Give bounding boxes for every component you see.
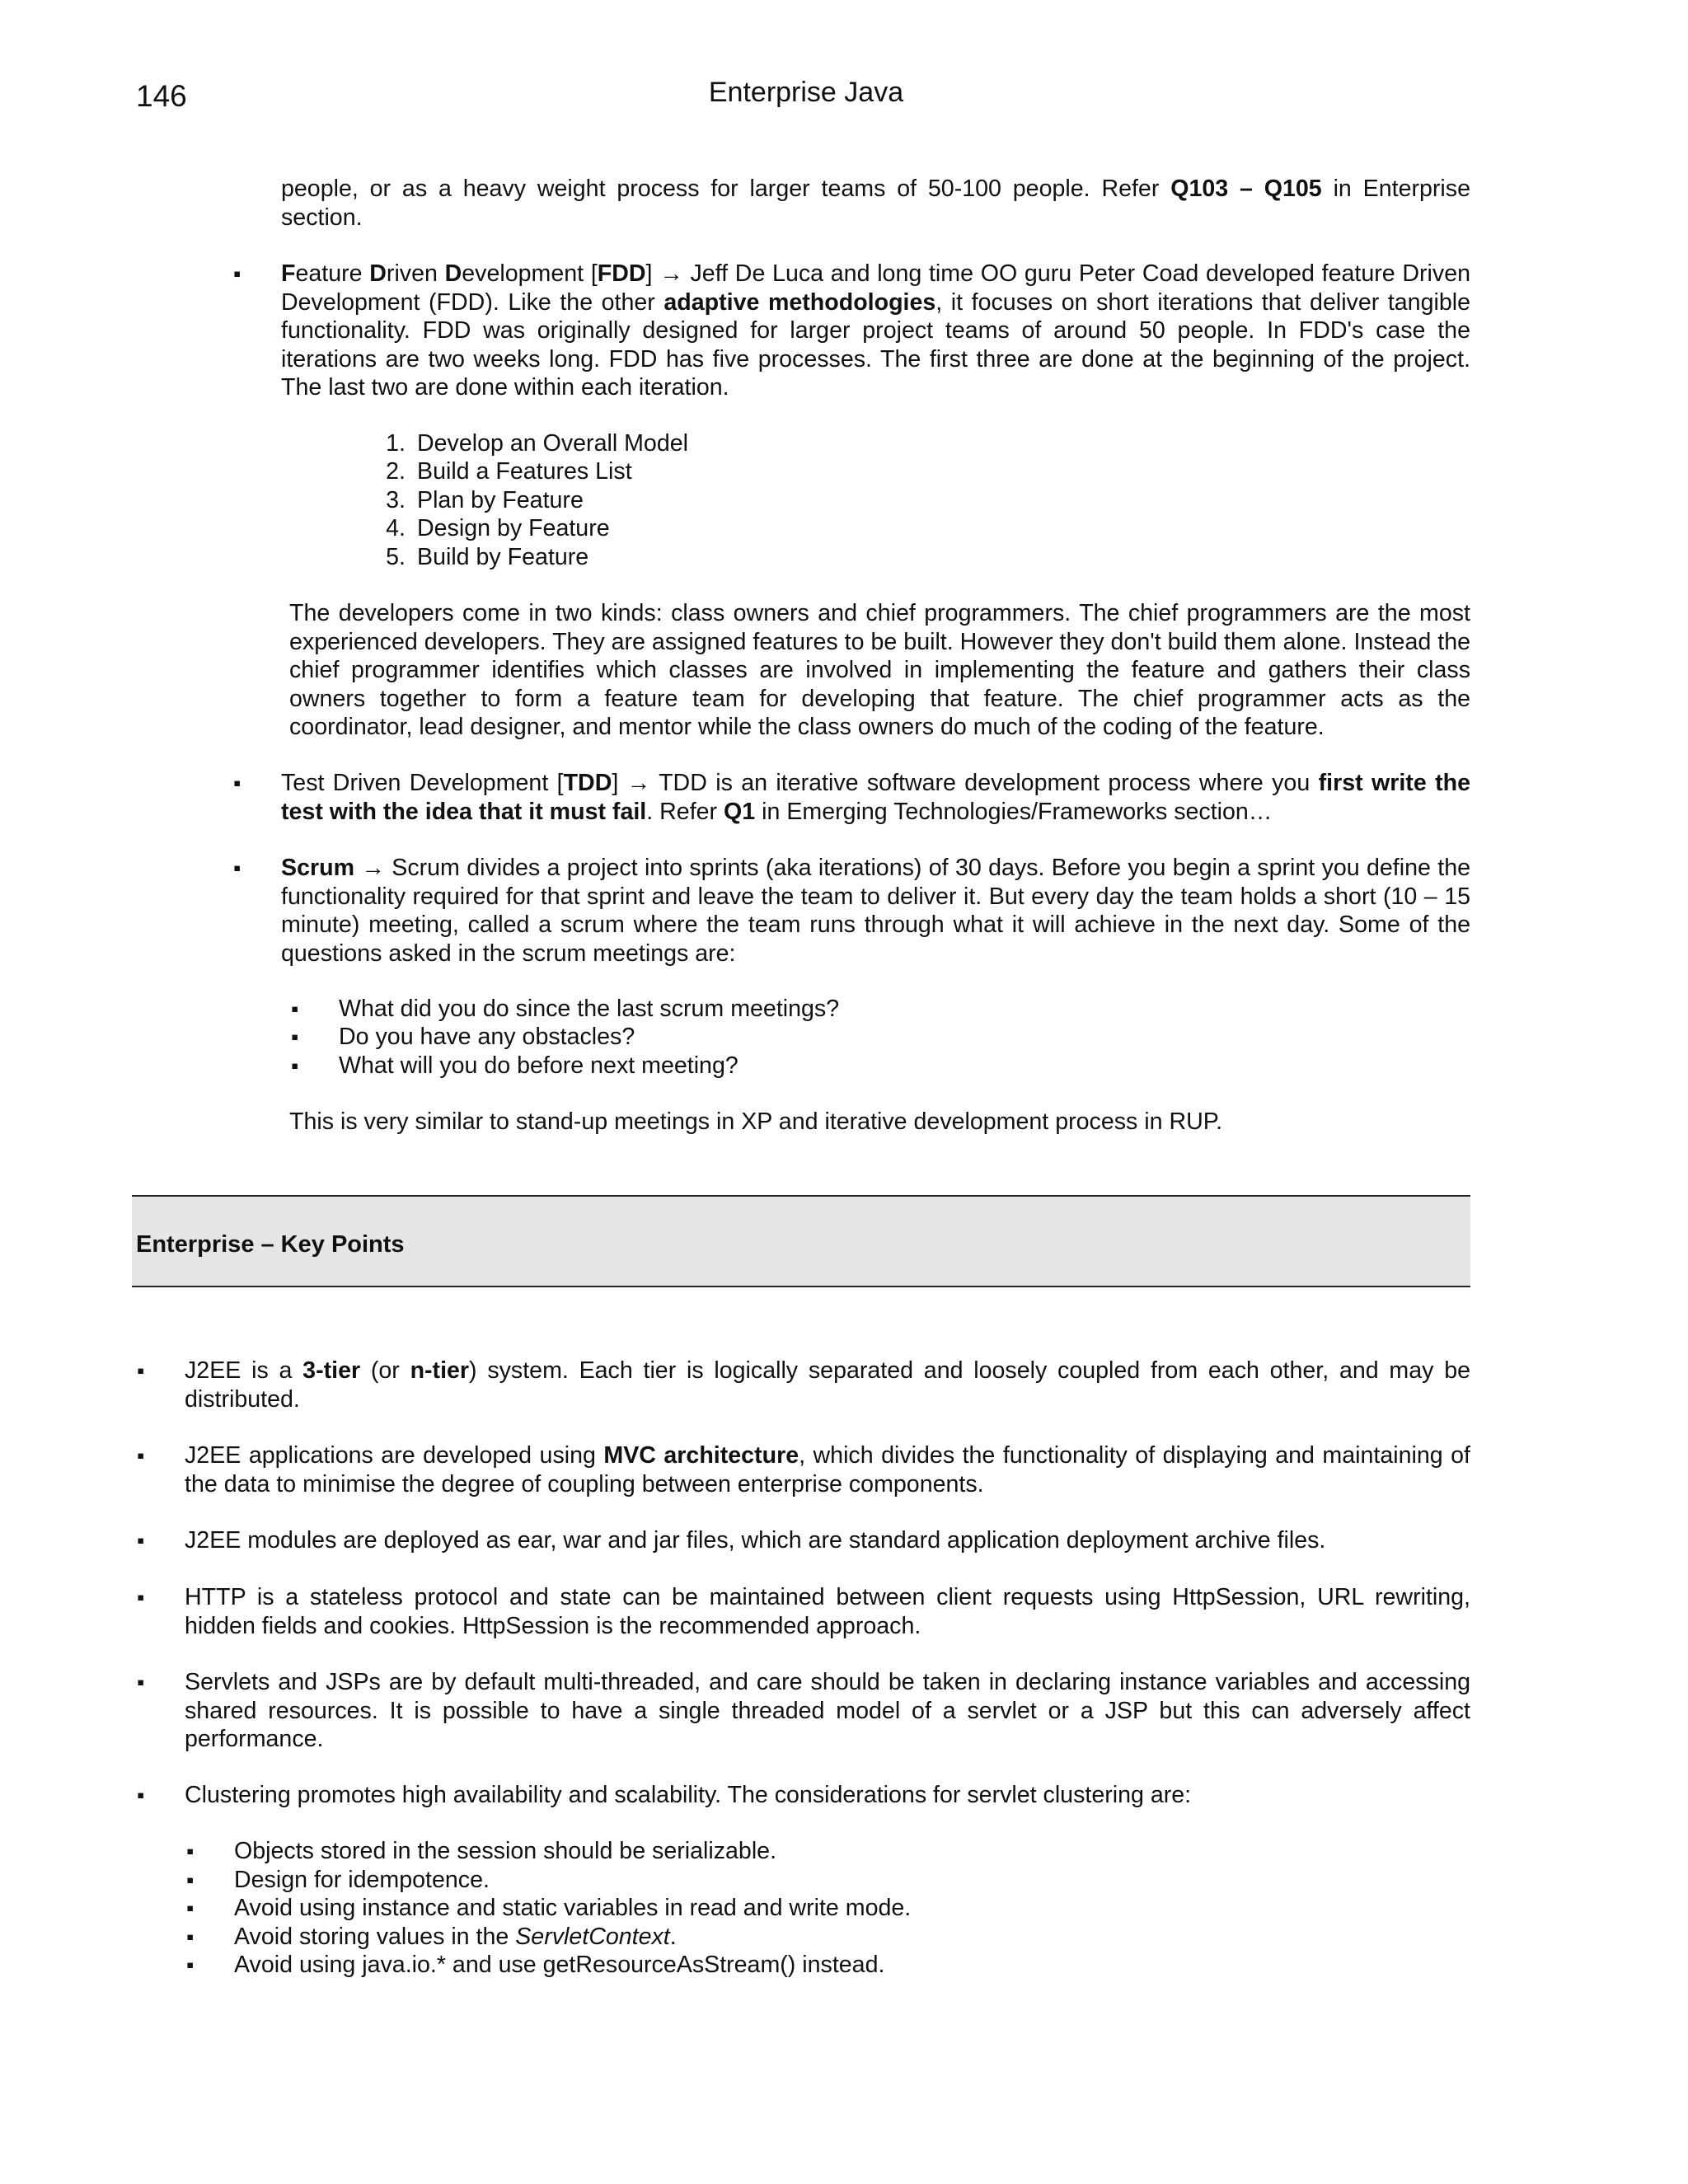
scrum-question: ▪ Do you have any obstacles? [291,1024,635,1050]
bullet-icon: ▪ [186,1868,195,1892]
bullet-icon: ▪ [291,1053,299,1078]
scrum-closing-paragraph: This is very similar to stand-up meetings in XP and iterative development process in RUP. [289,1108,1223,1135]
scrum-description: Scrum → Scrum divides a project into sprints (aka iterations) of 30 days. Before you begin a sprint you define the functionality required for that sprint and leave the team to deliver it. But every day the team holds a short (10 – 15 minute) meeting, called a scrum where the team runs through what it will achieve in the next day. Some of the questions asked in the scrum meetings are: [281,855,1470,967]
clustering-consideration: ▪ Avoid using instance and static variables in read and write mode. [186,1895,912,1921]
scrum-question: ▪ What did you do since the last scrum meetings? [291,996,840,1022]
bullet-icon: ▪ [137,1783,145,1807]
fdd-developers-paragraph: The developers come in two kinds: class owners and chief programmers. The chief programmers are the most experienced developers. They are assigned features to be built. However they don't build them alone. Instead the chief programmer identifies which classes are involved in implementing the feature and gathers their class owners together to form a feature team for developing that feature. The chief programmer acts as the coordinator, lead designer, and mentor while the class owners do much of the coding of the feature. [289,600,1470,741]
section-title: Enterprise – Key Points [136,1231,405,1258]
fdd-step: 4. Design by Feature [386,515,610,541]
fdd-step: 2. Build a Features List [386,458,632,485]
intro-continuation-paragraph: people, or as a heavy weight process for larger teams of 50-100 people. Refer Q103 – Q105 in Enterprise section. [281,176,1470,231]
bullet-icon: ▪ [137,1528,145,1553]
key-point-text: Servlets and JSPs are by default multi-threaded, and care should be taken in declaring instance variables and accessing shared resources. It is possible to have a single threaded model of a servlet or a JSP but this can adversely affect performance. [185,1669,1470,1753]
key-point-text: Clustering promotes high availability and scalability. The considerations for servlet clustering are: [185,1782,1192,1808]
bullet-icon: ▪ [137,1358,145,1383]
bullet-icon: ▪ [137,1443,145,1468]
bullet-icon: ▪ [233,855,241,880]
scrum-question: ▪ What will you do before next meeting? [291,1052,738,1079]
clustering-consideration: ▪ Objects stored in the session should be serializable. [186,1838,777,1864]
fdd-list-item [233,260,1470,402]
key-point-text: J2EE applications are developed using MVC architecture, which divides the functionality of displaying and maintaining of the data to minimise the degree of coupling between enterprise components. [185,1442,1470,1497]
key-points-section-header [132,1195,1470,1287]
key-point-item [137,1668,1470,1754]
clustering-consideration: ▪ Design for idempotence. [186,1867,490,1893]
key-point-item [137,1526,1470,1555]
clustering-consideration: ▪ Avoid storing values in the ServletContext. [186,1924,677,1950]
key-point-item [137,1781,1470,1810]
key-point-text: HTTP is a stateless protocol and state can be maintained between client requests using HttpSession, URL rewriting, hidden fields and cookies. HttpSession is the recommended approach. [185,1584,1470,1639]
key-point-text: J2EE is a 3-tier (or n-tier) system. Each tier is logically separated and loosely coupled from each other, and may be distributed. [185,1357,1470,1413]
key-point-text: J2EE modules are deployed as ear, war and jar files, which are standard application deployment archive files. [185,1527,1326,1554]
tdd-description: Test Driven Development [TDD] → TDD is an iterative software development process where you first write the test with the idea that it must fail. Refer Q1 in Emerging Technologies/Frameworks section… [281,770,1470,825]
bullet-icon: ▪ [137,1670,145,1694]
bullet-icon: ▪ [186,1924,195,1949]
fdd-step: 3. Plan by Feature [386,487,584,513]
bullet-icon: ▪ [186,1896,195,1920]
key-point-item [137,1357,1470,1413]
bullet-icon: ▪ [233,261,241,286]
fdd-step: 1. Develop an Overall Model [386,430,688,457]
bullet-icon: ▪ [291,996,299,1021]
key-point-item [137,1441,1470,1498]
fdd-description: Feature Driven Development [FDD] → Jeff De Luca and long time OO guru Peter Coad developed feature Driven Development (FDD). Like the other adaptive methodologies, it focuses on short iterations that deliver tangible functionality. FDD was originally designed for larger project teams of around 50 people. In FDD's case the iterations are two weeks long. FDD has five processes. The first three are done at the beginning of the project. The last two are done within each iteration. [281,260,1471,401]
fdd-step: 5. Build by Feature [386,544,589,570]
bullet-icon: ▪ [137,1585,145,1610]
page-number: 146 [136,79,187,113]
bullet-icon: ▪ [233,771,241,795]
bullet-icon: ▪ [186,1839,195,1863]
clustering-consideration: ▪ Avoid using java.io.* and use getResourceAsStream() instead. [186,1952,885,1978]
key-point-item [137,1583,1470,1640]
bullet-icon: ▪ [186,1952,195,1977]
running-header: Enterprise Java [708,77,904,108]
scrum-list-item [233,854,1470,968]
bullet-icon: ▪ [291,1024,299,1049]
tdd-list-item [233,769,1470,826]
